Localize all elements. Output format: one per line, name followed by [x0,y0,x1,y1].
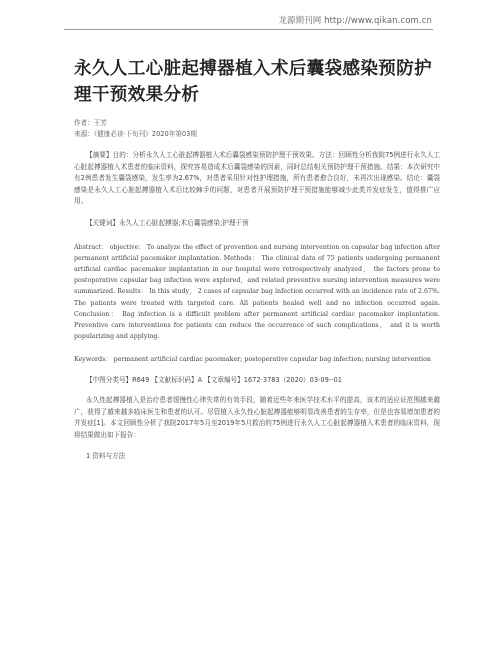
article-title: 永久人工心脏起搏器植入术后囊袋感染预防护理干预效果分析 [74,59,432,105]
keywords-chinese: 【关键词】永久人工心脏起搏器;术后囊袋感染;护理干预 [86,218,249,227]
abstract-chinese: 【摘要】目的：分析永久人工心脏起搏器植入术后囊袋感染预防护理干预效果。方法：回顾性分析我院75例进行永久人工心脏起搏器植入术患者的临床资料，探究容易造成术后囊袋感染的因素，同时总结相关预防护理干预措施。结果：本次研究中有2例患者发生囊袋感染，发生率为2.67%，对患者采用针对性护理措施，所有患者愈合良好，未再次出现感染。结论：囊袋感染是永久人工心脏起搏器植入术后比较棘手的问题，对患者开展预防护理干预措施能够减少此类并发症发生，值得推广应用。 [74,151,440,206]
abstract-english: Abstract： objective： To analyze the effect of prevention and nursing intervention on capsular bag infection after permanent artificial pacemaker implantation. Methods： The clinical data of 75 patients undergoing permanent artificial cardiac pacemaker implantation in our hospital were retrospectively analyzed， the factors prone to postoperative capsular bag infection were explored，and related preventive nursing intervention measures were summarized. Results： In this study， 2 cases of capsular bag infection occurred with an incidence rate of 2.67%. The patients were treated with targeted care. All patients healed well and no infection occurred again. Conclusion： Bag infection is a difficult problem after permanent artificial cardiac pacemaker implantation. Preventive care interventions for patients can reduce the occurrence of such complications， and it is worth popularizing and applying. [74,243,440,341]
article-source: 来源：《健康必读·下旬刊》2020年第03期 [74,130,197,138]
intro-paragraph: 永久性起搏器植入是治疗患者缓慢性心律失常的有效手段，随着近些年来医学技术水平的提高，该术的适应证范围越来越广，获得了越来越多临床医生和患者的认可。尽管植入永久性心脏起搏器能够明显改善患者的生存率，但是也容易增加患者的并发症[1]。本文回顾性分析了我院2017年5月至2019年5月救治的75例进行永久人工心脏起搏器植入术患者的临床资料，现将结果做出如下报告： [74,396,440,439]
section-heading: 1 资料与方法 [86,451,126,460]
article-author: 作者：王芳 [74,119,107,127]
header-divider [64,29,433,30]
classification-info: 【中图分类号】R649 【文献标识码】A 【文章编号】1672-3783（2020）03-09--01 [86,375,342,384]
keywords-english: Keywords： permanent artificial cardiac pacemaker; postoperative capsular bag infection; nursing intervention [74,356,431,364]
article-body [74,56,440,462]
site-watermark: 龙源期刊网 http://www.qikan.com.cn [278,16,432,26]
